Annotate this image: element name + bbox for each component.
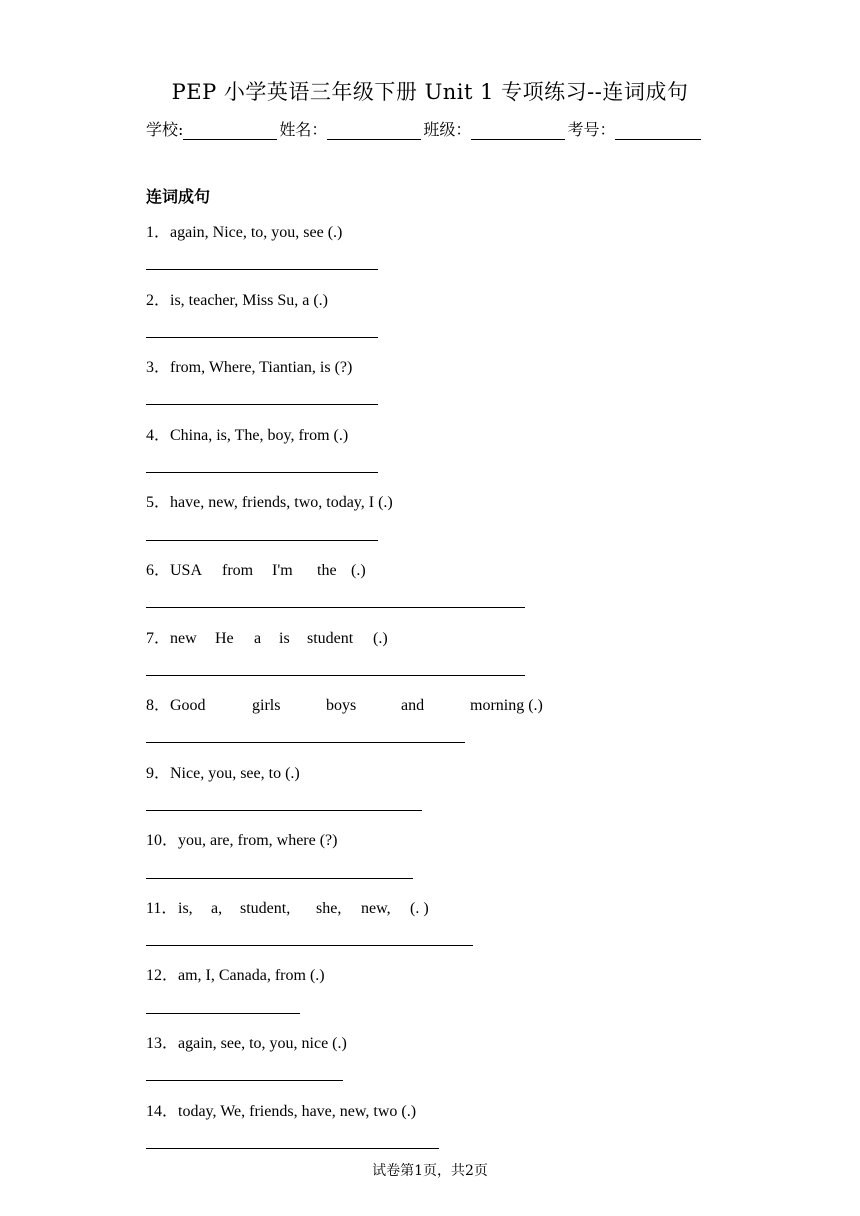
answer-line-1[interactable] xyxy=(146,269,378,270)
question-10 xyxy=(146,827,337,850)
question-6 xyxy=(146,557,366,580)
answer-line-2[interactable] xyxy=(146,337,378,338)
word: USA xyxy=(170,562,203,579)
question-text: from, Where, Tiantian, is (?) xyxy=(170,359,353,376)
question-number: 9． xyxy=(146,765,171,782)
question-number: 10． xyxy=(146,832,179,849)
section-title: 连词成句 xyxy=(146,187,211,206)
question-words xyxy=(178,900,429,918)
word: morning (.) xyxy=(470,697,543,714)
question-text: you, are, from, where (?) xyxy=(178,832,338,849)
question-14 xyxy=(146,1098,416,1121)
question-number: 1． xyxy=(146,224,171,241)
word: is xyxy=(279,630,290,647)
word: (.) xyxy=(351,562,366,579)
answer-line-13[interactable] xyxy=(146,1080,343,1081)
word: the xyxy=(317,562,337,579)
question-text: again, see, to, you, nice (.) xyxy=(178,1035,347,1052)
question-number: 3． xyxy=(146,359,171,376)
answer-line-12[interactable] xyxy=(146,1013,300,1014)
answer-line-3[interactable] xyxy=(146,404,378,405)
question-7 xyxy=(146,625,388,648)
word: I'm xyxy=(272,562,293,579)
word: a, xyxy=(211,900,223,917)
question-12 xyxy=(146,962,325,985)
question-number: 6． xyxy=(146,562,171,579)
question-text: am, I, Canada, from (.) xyxy=(178,967,325,984)
question-words xyxy=(170,630,388,648)
answer-line-7[interactable] xyxy=(146,675,525,676)
word: girls xyxy=(252,697,281,714)
word: Good xyxy=(170,697,206,714)
question-11 xyxy=(146,895,429,918)
name-label: 姓名： xyxy=(279,120,328,139)
question-number: 2． xyxy=(146,292,171,309)
exam-number-blank[interactable] xyxy=(615,121,701,140)
word: student, xyxy=(240,900,291,917)
word: new, xyxy=(361,900,391,917)
class-blank[interactable] xyxy=(471,121,565,140)
question-2 xyxy=(146,287,328,310)
question-text: Nice, you, see, to (.) xyxy=(170,765,300,782)
question-words xyxy=(170,697,543,715)
school-label: 学校: xyxy=(146,120,184,139)
page-footer: 试卷第1页，共2页 xyxy=(372,1163,488,1179)
question-4 xyxy=(146,422,348,445)
question-number: 5． xyxy=(146,494,171,511)
answer-line-4[interactable] xyxy=(146,472,378,473)
question-5 xyxy=(146,489,393,512)
answer-line-11[interactable] xyxy=(146,945,473,946)
answer-line-9[interactable] xyxy=(146,810,422,811)
question-13 xyxy=(146,1030,347,1053)
question-1 xyxy=(146,219,342,242)
question-text: is, teacher, Miss Su, a (.) xyxy=(170,292,328,309)
word: He xyxy=(215,630,234,647)
word: (.) xyxy=(373,630,388,647)
word: from xyxy=(222,562,254,579)
word: she, xyxy=(316,900,342,917)
question-number: 13． xyxy=(146,1035,179,1052)
question-3 xyxy=(146,354,352,377)
question-words xyxy=(170,562,366,580)
answer-line-8[interactable] xyxy=(146,742,465,743)
question-number: 12． xyxy=(146,967,179,984)
question-number: 8． xyxy=(146,697,171,714)
question-number: 11． xyxy=(146,900,178,917)
word: new xyxy=(170,630,197,647)
exam-number-label: 考号： xyxy=(567,120,616,139)
word: boys xyxy=(326,697,357,714)
word: (. ) xyxy=(410,900,429,917)
question-8 xyxy=(146,692,543,715)
page-title: PEP 小学英语三年级下册 Unit 1 专项练习--连词成句 xyxy=(171,80,689,104)
question-number: 4． xyxy=(146,427,171,444)
question-text: today, We, friends, have, new, two (.) xyxy=(178,1103,417,1120)
answer-line-14[interactable] xyxy=(146,1148,439,1149)
word: and xyxy=(401,697,425,714)
question-number: 14． xyxy=(146,1103,179,1120)
answer-line-10[interactable] xyxy=(146,878,413,879)
student-info-line xyxy=(146,117,703,140)
name-blank[interactable] xyxy=(327,121,421,140)
question-text: again, Nice, to, you, see (.) xyxy=(170,224,343,241)
question-text: have, new, friends, two, today, I (.) xyxy=(170,494,393,511)
class-label: 班级： xyxy=(423,120,472,139)
word: student xyxy=(307,630,354,647)
answer-line-6[interactable] xyxy=(146,607,525,608)
question-number: 7． xyxy=(146,630,171,647)
question-9 xyxy=(146,760,300,783)
answer-line-5[interactable] xyxy=(146,540,378,541)
school-blank[interactable] xyxy=(183,121,277,140)
word: is, xyxy=(178,900,193,917)
word: a xyxy=(254,630,262,647)
question-text: China, is, The, boy, from (.) xyxy=(170,427,349,444)
